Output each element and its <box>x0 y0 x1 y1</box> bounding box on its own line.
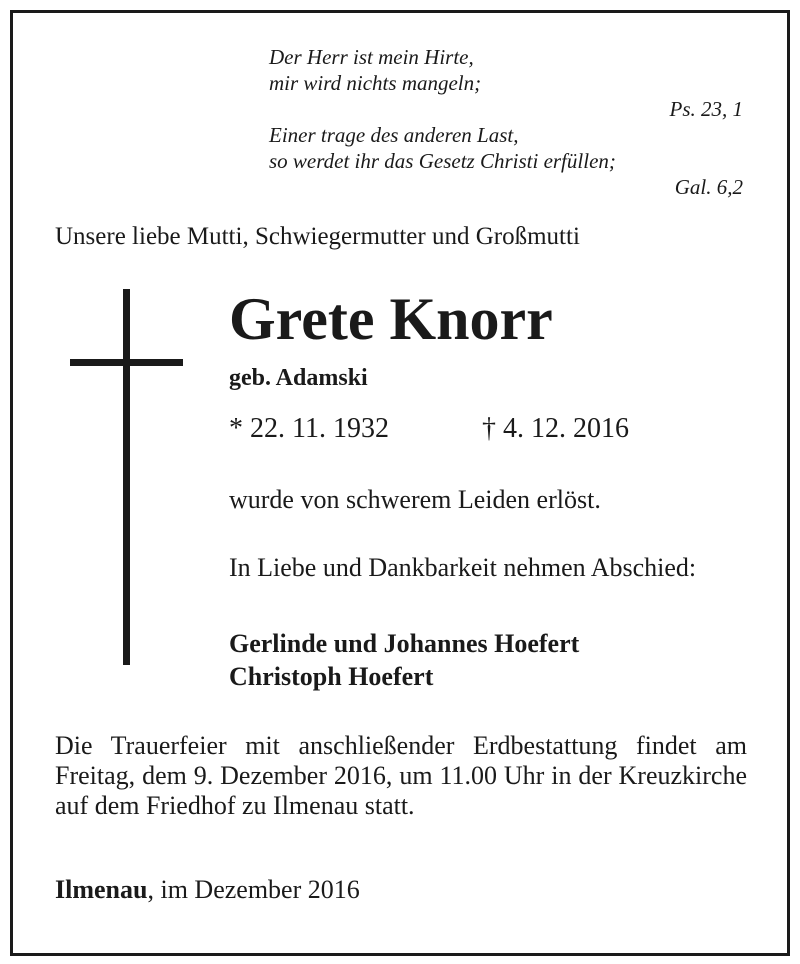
birth-date: * 22. 11. 1932 <box>229 413 389 444</box>
psalm-verse <box>269 44 743 122</box>
galatians-verse <box>269 122 743 200</box>
life-dates <box>229 412 749 446</box>
deceased-name: Grete Knorr <box>229 286 553 352</box>
funeral-details: Die Trauerfeier mit anschließender Erdbestattung findet am Freitag, dem 9. Dezember 2016, um 11.00 Uhr in der Kreuzkirche auf dem Friedhof zu Ilmenau statt. <box>55 731 747 820</box>
galatians-line-1: Einer trage des anderen Last, <box>269 123 519 147</box>
cross-icon <box>123 289 130 665</box>
galatians-line-2: so werdet ihr das Gesetz Christi erfüllen; <box>269 149 616 173</box>
farewell-text: In Liebe und Dankbarkeit nehmen Abschied: <box>229 553 697 582</box>
intro-line: Unsere liebe Mutti, Schwiegermutter und Großmutti <box>55 223 580 250</box>
signoff-place: Ilmenau <box>55 875 148 904</box>
psalm-reference: Ps. 23, 1 <box>669 97 743 121</box>
mourners-list <box>229 627 749 693</box>
psalm-line-1: Der Herr ist mein Hirte, <box>269 45 474 69</box>
signoff-date: , im Dezember 2016 <box>147 875 360 904</box>
cross-icon-beam <box>70 359 183 366</box>
passing-message: wurde von schwerem Leiden erlöst. <box>229 485 601 514</box>
maiden-name: geb. Adamski <box>229 365 368 391</box>
psalm-line-2: mir wird nichts mangeln; <box>269 71 482 95</box>
galatians-reference: Gal. 6,2 <box>674 175 743 199</box>
death-date: † 4. 12. 2016 <box>482 413 629 444</box>
mourner: Christoph Hoefert <box>229 662 434 691</box>
mourner: Gerlinde und Johannes Hoefert <box>229 629 580 658</box>
signoff <box>55 874 745 906</box>
